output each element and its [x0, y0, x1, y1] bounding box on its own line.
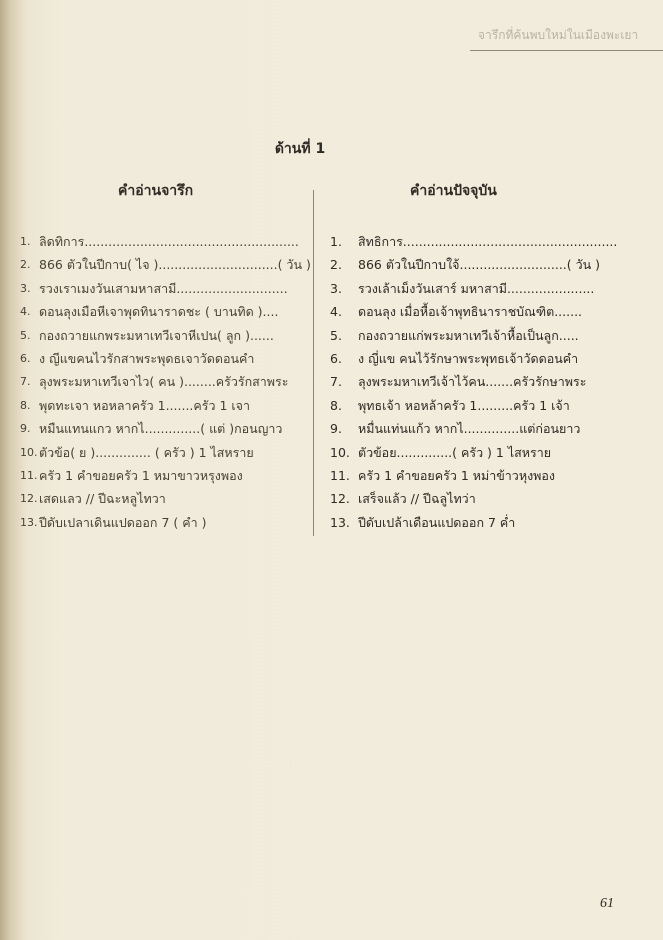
line-number: 8.	[330, 397, 342, 413]
line-text: หมื่นแท่นแก้ว หากไ..............แต่ก่อนยาว	[358, 421, 581, 437]
line-number: 8.	[20, 398, 31, 412]
line-text: ตัวข้อย..............( ครัว ) 1 ไสหราย	[358, 444, 552, 460]
line-number: 2.	[20, 258, 31, 272]
line-text: รวงเราเมงวันเสามหาสามี............................	[39, 280, 288, 296]
line-text: ลุงพระมหาเทวีเจ้าไว้คน.......ครัวรักษาพระ	[358, 374, 587, 390]
line-number: 2.	[330, 257, 342, 273]
line-number: 4.	[330, 304, 342, 320]
line-number: 13.	[330, 514, 350, 530]
line-number: 4.	[20, 305, 31, 319]
inscription-reading-list	[20, 230, 311, 534]
line-number: 3.	[330, 280, 342, 296]
section-title: ด้านที่ 1	[274, 141, 326, 157]
list-item	[330, 487, 617, 510]
list-item	[330, 464, 617, 487]
list-item	[330, 370, 617, 393]
list-item	[330, 441, 617, 464]
list-item	[20, 394, 311, 417]
page-number: 61	[600, 896, 614, 911]
line-text: ครัว 1 คำขอยครัว 1 หม่าข้าวหุงพอง	[358, 467, 556, 483]
list-item	[330, 324, 617, 347]
line-text: ดอนลุง เมื่อหื้อเจ้าพุทธินาราชบัณฑิต.......	[358, 304, 583, 320]
line-text: เสร็จแล้ว // ปีฉลูไทว่า	[358, 491, 476, 507]
line-text: เสดแลว // ปีฉะหลูไทวา	[39, 491, 166, 507]
line-number: 9.	[20, 422, 31, 436]
modern-reading-list	[330, 230, 617, 534]
line-text: ลิดทิการ......................................................	[39, 234, 299, 249]
list-item	[20, 370, 311, 393]
list-item	[330, 253, 617, 276]
list-item	[20, 487, 311, 510]
line-text: หมืนแทนแกว หากไ..............( แต่ )กอนญาว	[39, 421, 283, 437]
line-number: 1.	[330, 234, 342, 249]
line-number: 10.	[20, 445, 38, 459]
line-number: 11.	[330, 467, 350, 483]
list-item	[330, 394, 617, 417]
list-item	[330, 511, 617, 534]
line-text: 866 ตัวในปีกาบใจ้...........................( วัน )	[358, 257, 601, 273]
line-number: 7.	[20, 375, 31, 389]
left-column-heading: คำอ่านจารึก	[118, 183, 194, 199]
line-text: ครัว 1 คำขอยครัว 1 หมาขาวหรุงพอง	[39, 467, 243, 483]
line-number: 6.	[20, 351, 31, 365]
list-item	[20, 464, 311, 487]
line-text: พุดทะเจา หอหลาครัว 1.......ครัว 1 เจา	[39, 397, 251, 413]
list-item	[20, 300, 311, 323]
header-rule	[470, 50, 663, 51]
line-number: 13.	[20, 515, 38, 529]
line-text: ลุงพระมหาเทวีเจาไว( คน )........ครัวรักสาพระ	[39, 374, 289, 390]
list-item	[330, 347, 617, 370]
line-number: 5.	[330, 327, 342, 343]
line-text: กองถวายแก่พระมหาเทวีเจ้าหื้อเป็นลูก.....	[358, 327, 579, 343]
list-item	[330, 300, 617, 323]
list-item	[20, 277, 311, 300]
line-number: 1.	[20, 235, 31, 248]
list-item	[330, 230, 617, 253]
line-text: 866 ตัวในปีกาบ( ไจ )..............................( วัน )	[39, 257, 311, 273]
line-text: ง ญี่แข คนไว้รักษาพระพุทธเจ้าวัดดอนคำ	[358, 350, 579, 366]
line-number: 11.	[20, 468, 38, 482]
running-header: จารึกที่ค้นพบใหม่ในเมืองพะเยา	[478, 28, 639, 42]
list-item	[20, 511, 311, 534]
list-item	[20, 347, 311, 370]
line-text: ดอนลุงเมือหีเจาพุดทินาราดชะ ( บานทิด )....	[39, 304, 279, 320]
right-column-heading: คำอ่านปัจจุบัน	[410, 183, 497, 199]
line-number: 9.	[330, 421, 342, 437]
line-text: รวงเล้าเม็งวันเสาร์ มหาสามี......................	[358, 280, 595, 296]
list-item	[20, 253, 311, 276]
line-text: กองถวายแกพระมหาเทวีเจาหีเปน( ลูก )......	[39, 327, 274, 343]
line-number: 5.	[20, 328, 31, 342]
list-item	[20, 324, 311, 347]
line-text: ตัวข้อ( ย ).............. ( ครัว ) 1 ไสหราย	[39, 444, 254, 460]
line-number: 6.	[330, 350, 342, 366]
list-item	[20, 417, 311, 440]
line-text: ปีดับเปล้าเดือนแปดออก 7 ค่ำ	[358, 514, 516, 530]
list-item	[330, 277, 617, 300]
line-text: ง ญีแขคนไวรักสาพระพุดธเจาวัดดอนคำ	[39, 350, 255, 366]
line-number: 3.	[20, 281, 31, 295]
line-number: 7.	[330, 374, 342, 390]
line-text: ปีดับเปลาเดินแปดออก 7 ( คำ )	[39, 514, 207, 530]
list-item	[330, 417, 617, 440]
line-text: พุทธเจ้า หอหล้าครัว 1.........ครัว 1 เจ้า	[358, 397, 570, 413]
list-item	[20, 230, 311, 253]
list-item	[20, 441, 311, 464]
line-number: 12.	[330, 491, 350, 507]
line-number: 10.	[330, 444, 350, 460]
line-text: สิทธิการ......................................................	[358, 234, 618, 249]
column-divider	[313, 190, 314, 536]
line-number: 12.	[20, 492, 38, 506]
